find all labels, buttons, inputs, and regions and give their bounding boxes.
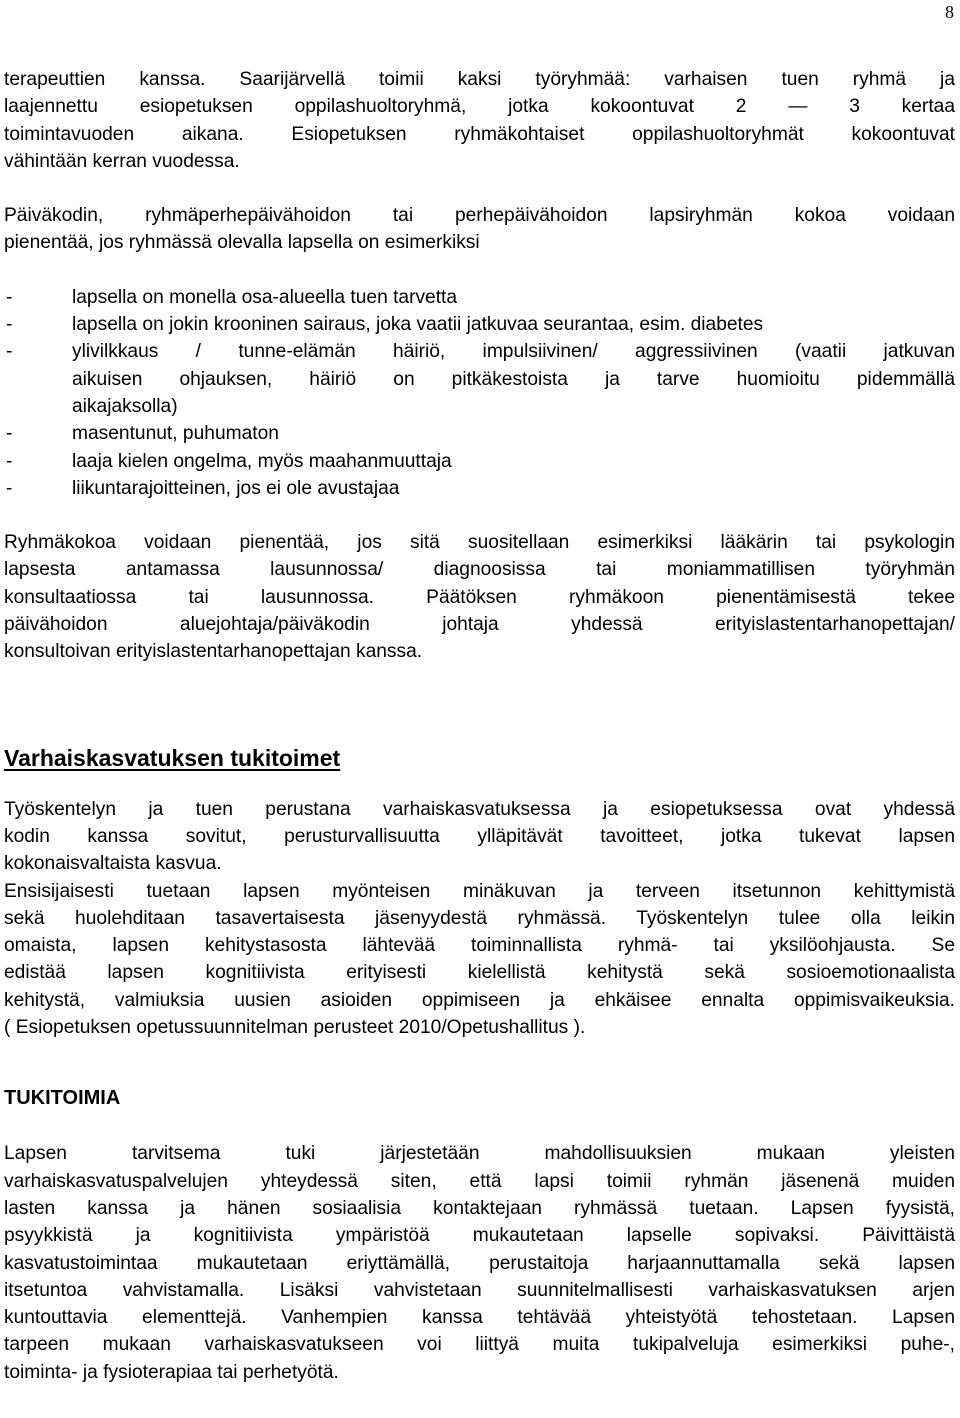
text-line: varhaiskasvatuspalvelujen yhteydessä siten, että lapsi toimii ryhmän jäsenenä muiden	[4, 1170, 955, 1192]
text-line: ( Esiopetuksen opetussuunnitelman perusteet 2010/Opetushallitus ).	[4, 1017, 586, 1039]
text-line: päivähoidon aluejohtaja/päiväkodin johtaja yhdessä erityislastentarhanopettajan/	[4, 614, 955, 636]
list-item-text: masentunut, puhumaton	[72, 423, 279, 445]
text-line: lapsesta antamassa lausunnossa/ diagnoosissa tai moniammatillisen työryhmän	[4, 559, 955, 581]
list-dash: -	[6, 450, 13, 472]
text-line: kasvatustoimintaa mukautetaan eriyttämällä, perustaitoja harjaannuttamalla sekä lapsen	[4, 1252, 955, 1274]
text-line: Päiväkodin, ryhmäperhepäivähoidon tai perhepäivähoidon lapsiryhmän kokoa voidaan	[4, 205, 955, 227]
text-line: kodin kanssa sovitut, perusturvallisuutta ylläpitävät tavoitteet, jotka tukevat lapsen	[4, 825, 955, 847]
text-line: Lapsen tarvitsema tuki järjestetään mahdollisuuksien mukaan yleisten	[4, 1143, 955, 1165]
text-line: psyykkistä ja kognitiivista ympäristöä mukautetaan lapselle sopivaksi. Päivittäistä	[4, 1225, 955, 1247]
page-number: 8	[945, 2, 954, 22]
text-line: konsultoivan erityislastentarhanopettajan kanssa.	[4, 641, 423, 663]
text-line: kehitystä, valmiuksia uusien asioiden oppimiseen ja ehkäisee ennalta oppimisvaikeuksia.	[4, 989, 955, 1011]
subsection-heading: TUKITOIMIA	[4, 1087, 121, 1110]
text-line: toiminta- ja fysioterapiaa tai perhetyötä.	[4, 1361, 339, 1383]
list-dash: -	[6, 286, 13, 308]
intro-paragraph	[4, 66, 955, 175]
tukitoimia-paragraph	[4, 1140, 955, 1386]
text-line: lasten kanssa ja hänen sosiaalisia kontaktejaan ryhmässä tuetaan. Lapsen fyysistä,	[4, 1197, 955, 1219]
text-line: laajennettu esiopetuksen oppilashuoltoryhmä, jotka kokoontuvat 2 — 3 kertaa	[4, 96, 955, 118]
list-dash: -	[6, 314, 13, 336]
list-item-text: aikuisen ohjauksen, häiriö on pitkäkestoista ja tarve huomioitu pidemmällä	[72, 368, 955, 390]
list-item	[4, 311, 955, 338]
text-line: sekä huolehditaan tasavertaisesta jäsenyydestä ryhmässä. Työskentelyn tulee olla leikin	[4, 907, 955, 929]
text-line: edistää lapsen kognitiivista erityisesti kielellistä kehitystä sekä sosioemotionaalista	[4, 962, 955, 984]
text-line: konsultaatiossa tai lausunnossa. Päätöksen ryhmäkoon pienentämisestä tekee	[4, 586, 955, 608]
list-item	[4, 284, 955, 311]
text-line: terapeuttien kanssa. Saarijärvellä toimii kaksi työryhmää: varhaisen tuen ryhmä ja	[4, 69, 955, 90]
list-item-text: aikajaksolla)	[72, 395, 178, 417]
list-item	[4, 420, 955, 447]
list-item-text: liikuntarajoitteinen, jos ei ole avustajaa	[72, 477, 400, 499]
list-item	[4, 448, 955, 475]
support-paragraph-2	[4, 878, 955, 1042]
list-item-text: lapsella on monella osa-alueella tuen tarvetta	[72, 286, 458, 308]
text-line: vähintään kerran vuodessa.	[4, 150, 240, 172]
text-line: Ensisijaisesti tuetaan lapsen myönteisen minäkuvan ja terveen itsetunnon kehittymistä	[4, 880, 955, 902]
text-line: kuntouttavia elementtejä. Vanhempien kanssa tehtävää yhteistyötä tehostetaan. Lapsen	[4, 1307, 955, 1329]
list-dash: -	[6, 341, 13, 363]
list-item-text: lapsella on jokin krooninen sairaus, joka vaatii jatkuvaa seurantaa, esim. diabetes	[72, 314, 764, 336]
criteria-list	[4, 284, 955, 502]
text-line: omaista, lapsen kehitystasosta lähtevää toiminnallista ryhmä- tai yksilöohjausta. Se	[4, 935, 955, 957]
support-paragraph-1	[4, 796, 955, 878]
text-line: kokonaisvaltaista kasvua.	[4, 853, 222, 875]
text-line: pienentää, jos ryhmässä olevalla lapsella on esimerkiksi	[4, 232, 480, 254]
list-item-text: ylivilkkaus / tunne-elämän häiriö, impulsiivinen/ aggressiivinen (vaatii jatkuvan	[72, 341, 955, 363]
list-item-text: laaja kielen ongelma, myös maahanmuuttaja	[72, 450, 452, 472]
list-dash: -	[6, 477, 13, 499]
text-line: Työskentelyn ja tuen perustana varhaiskasvatuksessa ja esiopetuksessa ovat yhdessä	[4, 798, 955, 820]
text-line: toimintavuoden aikana. Esiopetuksen ryhmäkohtaiset oppilashuoltoryhmät kokoontuvat	[4, 123, 955, 145]
text-line: itsetuntoa vahvistamalla. Lisäksi vahvistetaan suunnitelmallisesti varhaiskasvatuksen arjen	[4, 1279, 955, 1301]
list-item	[4, 338, 955, 420]
group-size-paragraph	[4, 202, 955, 257]
list-item	[4, 475, 955, 502]
decision-paragraph	[4, 529, 955, 665]
text-line: Ryhmäkokoa voidaan pienentää, jos sitä suositellaan esimerkiksi lääkärin tai psykologin	[4, 532, 955, 554]
text-line: tarpeen mukaan varhaiskasvatukseen voi liittyä muita tukipalveluja esimerkiksi puhe-,	[4, 1334, 955, 1356]
list-dash: -	[6, 423, 13, 445]
section-heading: Varhaiskasvatuksen tukitoimet	[4, 744, 341, 771]
document-body	[4, 66, 955, 1386]
